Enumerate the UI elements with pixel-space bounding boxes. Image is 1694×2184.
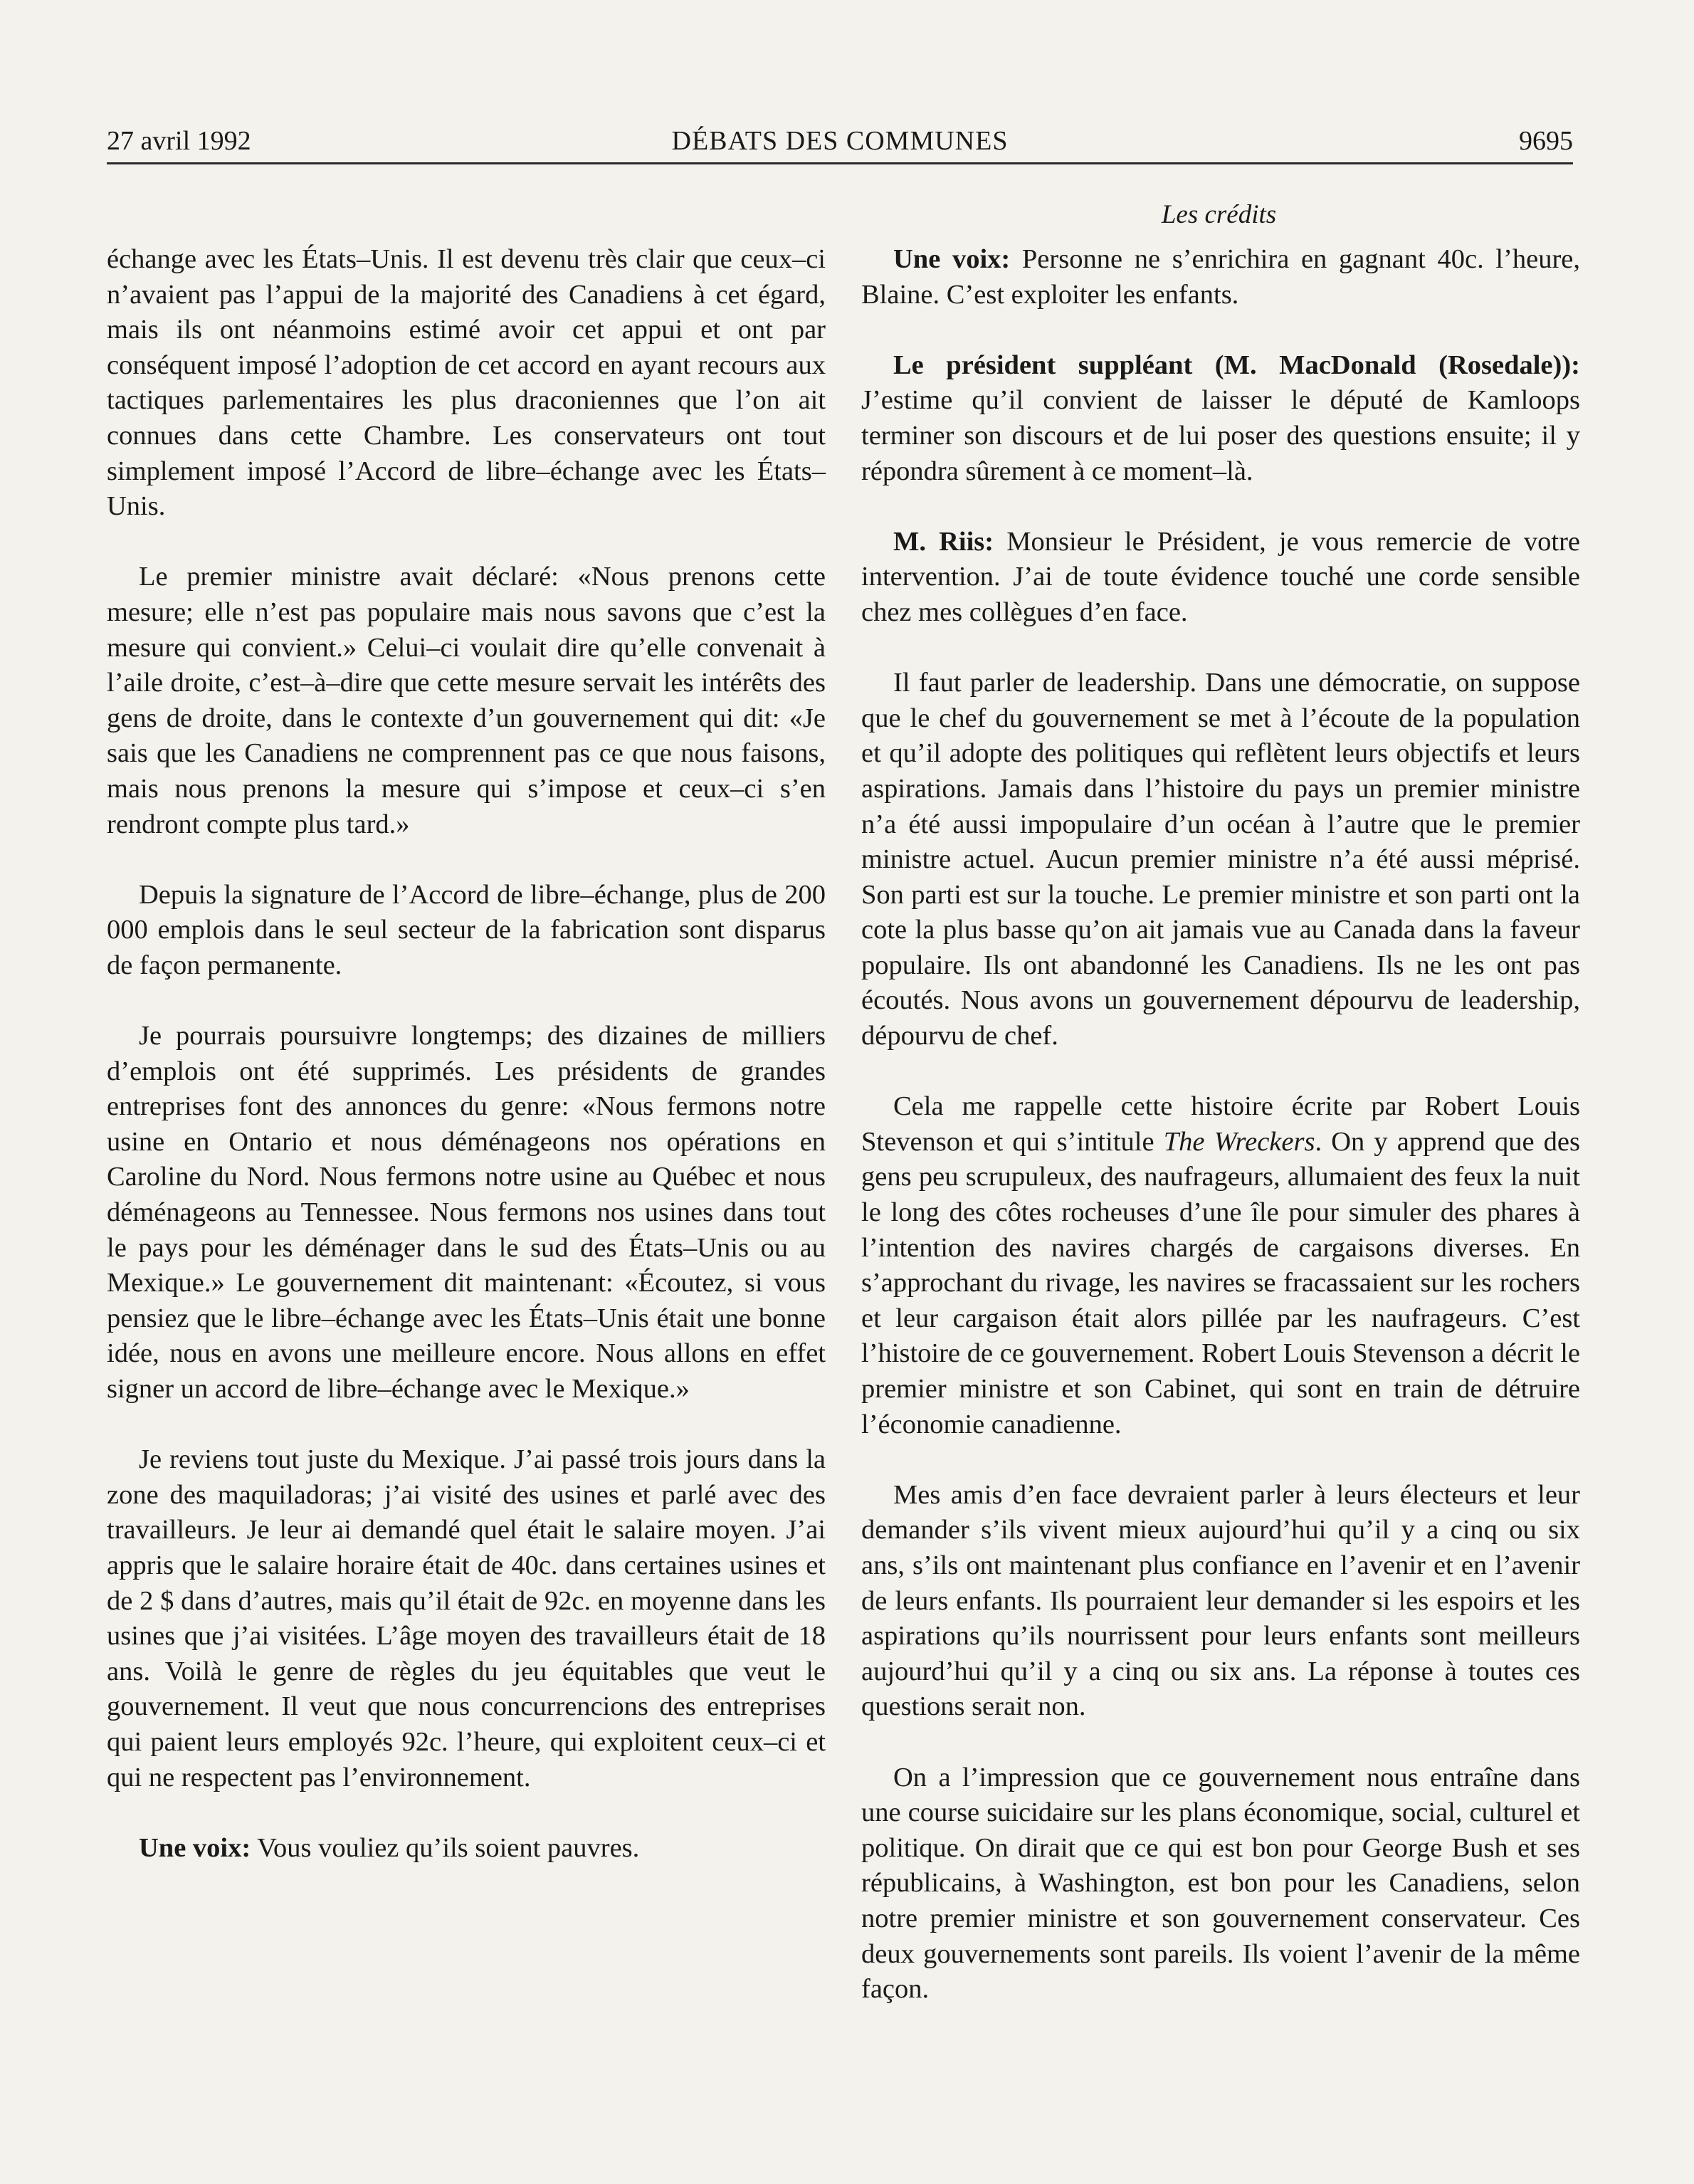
section-rubric: Les crédits	[1161, 200, 1277, 229]
paragraph: échange avec les États–Unis. Il est devenu très clair que ceux–ci n’avaient pas l’appui de la majorité des Canadiens à cet égard, mais ils ont néanmoins estimé avoir cet appui et ont par conséquent imposé l’adoption de cet accord en ayant recours aux tactiques parlementaires les plus draconiennes que l’on ait connues dans cette Chambre. Les conservateurs ont tout simplement imposé l’Accord de libre–échange avec les États–Unis.	[107, 244, 826, 522]
paragraph: Il faut parler de leadership. Dans une démocratie, on suppose que le chef du gouvernement se met à l’écoute de la population et qu’il adopte des politiques qui reflètent leurs objectifs et leurs aspirations. Jamais dans l’histoire du pays un premier ministre n’a été aussi impopulaire d’un océan à l’autre que le premier ministre actuel. Aucun premier ministre n’a été aussi méprisé. Son parti est sur la touche. Le premier ministre et son parti ont la cote la plus basse qu’on ait jamais vue au Canada dans la faveur populaire. Ils ont abandonné les Canadiens. Ils ne les ont pas écoutés. Nous avons un gouvernement dépourvu de leadership, dépourvu de chef.	[861, 668, 1580, 1051]
header-page-number: 9695	[1519, 126, 1573, 156]
speech-paragraph	[107, 1831, 826, 1867]
speech-text: J’estime qu’il convient de laisser le député de Kamloops terminer son discours et de lui poser des questions ensuite; il y répondra sûrement à ce moment–là.	[861, 385, 1580, 486]
left-column	[107, 242, 826, 1901]
paragraph: Mes amis d’en face devraient parler à leurs électeurs et leur demander s’ils vivent mieux aujourd’hui qu’il y a cinq ou six ans, s’ils ont maintenant plus confiance en l’avenir et en l’avenir de leurs enfants. Ils pourraient leur demander si les espoirs et les aspirations qu’ils nourrissent pour leurs enfants sont meilleurs aujourd’hui qu’il y a cinq ou six ans. La réponse à toutes ces questions serait non.	[861, 1479, 1580, 1722]
header-title: DÉBATS DES COMMUNES	[671, 126, 1009, 156]
paragraph: Depuis la signature de l’Accord de libre–échange, plus de 200 000 emplois dans le seul secteur de la fabrication sont disparus de façon permanente.	[107, 879, 826, 980]
speaker-name: Le président suppléant (M. MacDonald (Rosedale)):	[893, 350, 1580, 380]
speech-text: Monsieur le Président, je vous remercie de votre intervention. J’ai de toute évidence touché une corde sensible chez mes collègues d’en face.	[861, 526, 1580, 627]
paragraph: Je pourrais poursuivre longtemps; des dizaines de milliers d’emplois ont été supprimés. Les présidents de grandes entreprises font des annonces du genre: «Nous fermons notre usine en Ontario et nous déménageons nos opérations en Caroline du Nord. Nous fermons notre usine au Québec et nous déménageons au Tennessee. Nous fermons nos usines dans tout le pays pour les déménager dans le sud des États–Unis ou au Mexique.» Le gouvernement dit maintenant: «Écoutez, si vous pensiez que le libre–échange avec les États–Unis était une bonne idée, nous en avons une meilleure encore. Nous allons en effet signer un accord de libre–échange avec le Mexique.»	[107, 1021, 826, 1404]
speaker-name: Une voix:	[893, 244, 1011, 274]
paragraph-text: Cela me rappelle cette histoire écrite par Robert Louis Stevenson et qui s’intitule	[861, 1091, 1580, 1157]
paragraph: On a l’impression que ce gouvernement nous entraîne dans une course suicidaire sur les plans économique, social, culturel et politique. On dirait que ce qui est bon pour George Bush et ses républicains, à Washington, est bon pour les Canadiens, selon notre premier ministre et son gouvernement conservateur. Ces deux gouvernements sont pareils. Ils voient l’avenir de la même façon.	[861, 1762, 1580, 2005]
book-title: The Wreckers	[1163, 1126, 1315, 1157]
speaker-name: Une voix:	[139, 1832, 251, 1863]
paragraph: Le premier ministre avait déclaré: «Nous prenons cette mesure; elle n’est pas populaire mais nous savons que c’est la mesure qui convient.» Celui–ci voulait dire qu’elle convenait à l’aile droite, c’est–à–dire que cette mesure servait les intérêts des gens de droite, dans le contexte d’un gouvernement qui dit: «Je sais que les Canadiens ne comprennent pas ce que nous faisons, mais nous prenons la mesure qui s’impose et ceux–ci s’en rendront compte plus tard.»	[107, 562, 826, 839]
paragraph-text: . On y apprend que des gens peu scrupuleux, des naufrageurs, allumaient des feux la nuit le long des côtes rocheuses d’une île pour simuler des phares à l’intention des navires chargés de cargaisons diverses. En s’approchant du rivage, les navires se fracassaient sur les rochers et leur cargaison était alors pillée par les naufrageurs. C’est l’histoire de ce gouvernement. Robert Louis Stevenson a décrit le premier ministre et son Cabinet, qui sont en train de détruire l’économie canadienne.	[861, 1126, 1580, 1439]
paragraph: Je reviens tout juste du Mexique. J’ai passé trois jours dans la zone des maquiladoras; j’ai visité des usines et parlé avec des travailleurs. Je leur ai demandé quel était le salaire moyen. J’ai appris que le salaire horaire était de 40c. dans certaines usines et de 2 $ dans d’autres, mais qu’il était de 92c. en moyenne dans les usines que j’ai visitées. L’âge moyen des travailleurs était de 18 ans. Voilà le genre de règles du jeu équitables que veut le gouvernement. Il veut que nous concurrencions des entreprises qui paient leurs employés 92c. l’heure, qui exploitent ceux–ci et qui ne respectent pas l’environnement.	[107, 1444, 826, 1792]
page-header	[107, 120, 1573, 164]
paragraph	[861, 1089, 1580, 1442]
speech-paragraph	[861, 348, 1580, 489]
speech-text: Vous vouliez qu’ils soient pauvres.	[251, 1832, 640, 1863]
speech-paragraph	[861, 525, 1580, 631]
header-date: 27 avril 1992	[107, 126, 251, 156]
speaker-name: M. Riis:	[893, 526, 994, 557]
right-column	[861, 242, 1580, 2042]
speech-paragraph	[861, 242, 1580, 313]
speech-text: Personne ne s’enrichira en gagnant 40c. l’heure, Blaine. C’est exploiter les enfants.	[861, 244, 1580, 310]
